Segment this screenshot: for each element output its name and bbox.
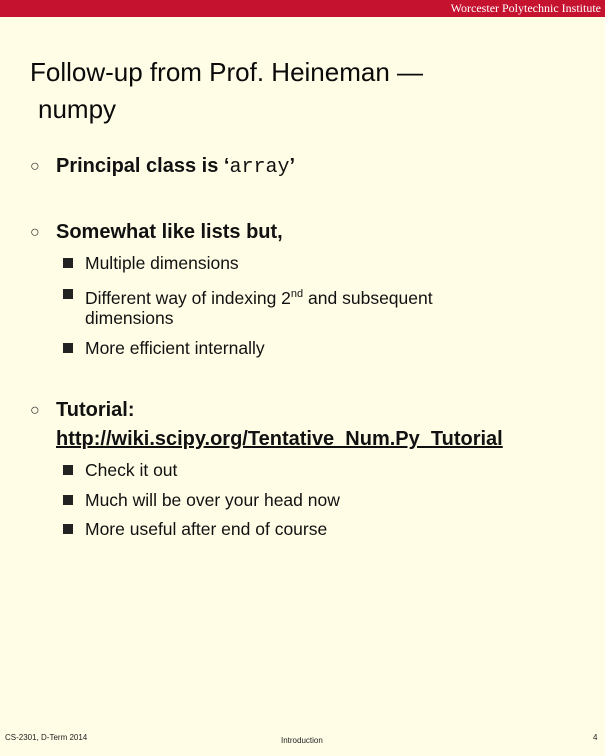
square-bullet-icon [63,343,73,353]
square-bullet-icon [63,258,73,268]
bullet-1-suffix: ’ [289,155,296,177]
title-line-2: numpy [38,94,117,124]
circle-bullet-icon: ○ [30,224,40,241]
footer-topic: Introduction [281,736,323,745]
bullet-2-text: Somewhat like lists but, [56,221,283,243]
footer-course: CS-2301, D-Term 2014 [5,733,88,742]
title-line-1: Follow-up from Prof. Heineman — [30,57,424,87]
square-bullet-icon [63,289,73,299]
circle-bullet-icon: ○ [30,158,40,175]
bullet-1-prefix: Principal class is ‘ [56,155,230,177]
tutorial-link[interactable]: http://wiki.scipy.org/Tentative_Num.Py_Tutorial [56,428,503,450]
array-code: array [229,156,290,179]
circle-bullet-icon: ○ [30,402,40,419]
slide-title [30,54,570,128]
bullet-3-text: Tutorial: [56,399,135,421]
square-bullet-icon [63,524,73,534]
header-bar [0,0,605,17]
institution-name: Worcester Polytechnic Institute [450,1,601,15]
footer-page-number: 4 [593,733,598,742]
square-bullet-icon [63,465,73,475]
square-bullet-icon [63,495,73,505]
